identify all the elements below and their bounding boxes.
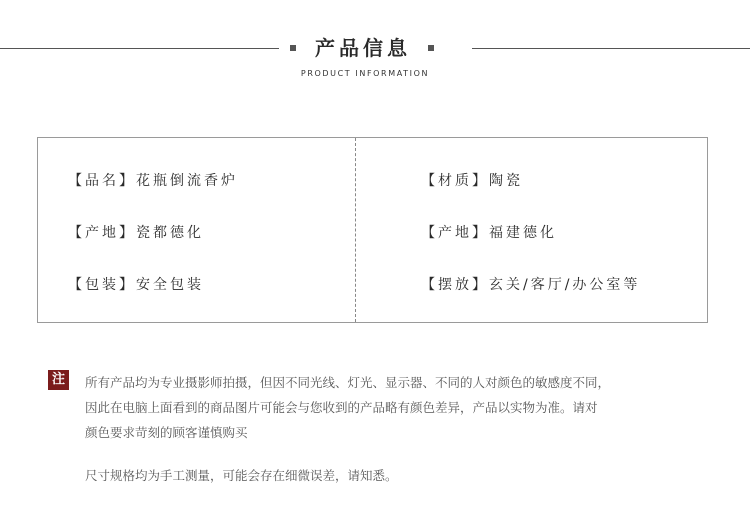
info-row-origin-2 — [421, 224, 557, 242]
section-title: 产品信息 — [315, 36, 411, 60]
info-value: 陶瓷 — [489, 173, 523, 189]
notice-paragraph — [85, 370, 685, 445]
header-square-left — [290, 45, 296, 51]
product-info-box — [37, 137, 708, 323]
header-square-right — [428, 45, 434, 51]
info-row-name — [68, 172, 238, 190]
notice-line: 因此在电脑上面看到的商品图片可能会与您收到的产品略有颜色差异，产品以实物为准。请对 — [85, 400, 598, 415]
header-rule-left — [0, 48, 279, 49]
section-header — [0, 0, 750, 90]
column-divider — [355, 138, 356, 322]
info-label: 【产地】 — [421, 225, 489, 241]
measurement-note: 尺寸规格均为手工测量，可能会存在细微误差，请知悉。 — [85, 468, 398, 483]
section-subtitle: PRODUCT INFORMATION — [300, 69, 430, 78]
notice-line: 所有产品均为专业摄影师拍摄，但因不同光线、灯光、显示器、不同的人对颜色的敏感度不同， — [85, 375, 611, 390]
info-value: 安全包装 — [136, 277, 204, 293]
info-label: 【品名】 — [68, 173, 136, 189]
info-value: 福建德化 — [489, 225, 557, 241]
info-value: 玄关/客厅/办公室等 — [489, 277, 641, 293]
info-value: 花瓶倒流香炉 — [136, 173, 238, 189]
info-row-origin — [68, 224, 204, 242]
notice-badge: 注 — [48, 370, 69, 390]
info-label: 【摆放】 — [421, 277, 489, 293]
info-row-packaging — [68, 276, 204, 294]
info-row-material — [421, 172, 523, 190]
info-value: 瓷都德化 — [136, 225, 204, 241]
info-row-placement — [421, 276, 640, 294]
info-label: 【产地】 — [68, 225, 136, 241]
info-label: 【材质】 — [421, 173, 489, 189]
info-label: 【包装】 — [68, 277, 136, 293]
header-rule-right — [472, 48, 750, 49]
notice-line: 颜色要求苛刻的顾客谨慎购买 — [85, 425, 248, 440]
